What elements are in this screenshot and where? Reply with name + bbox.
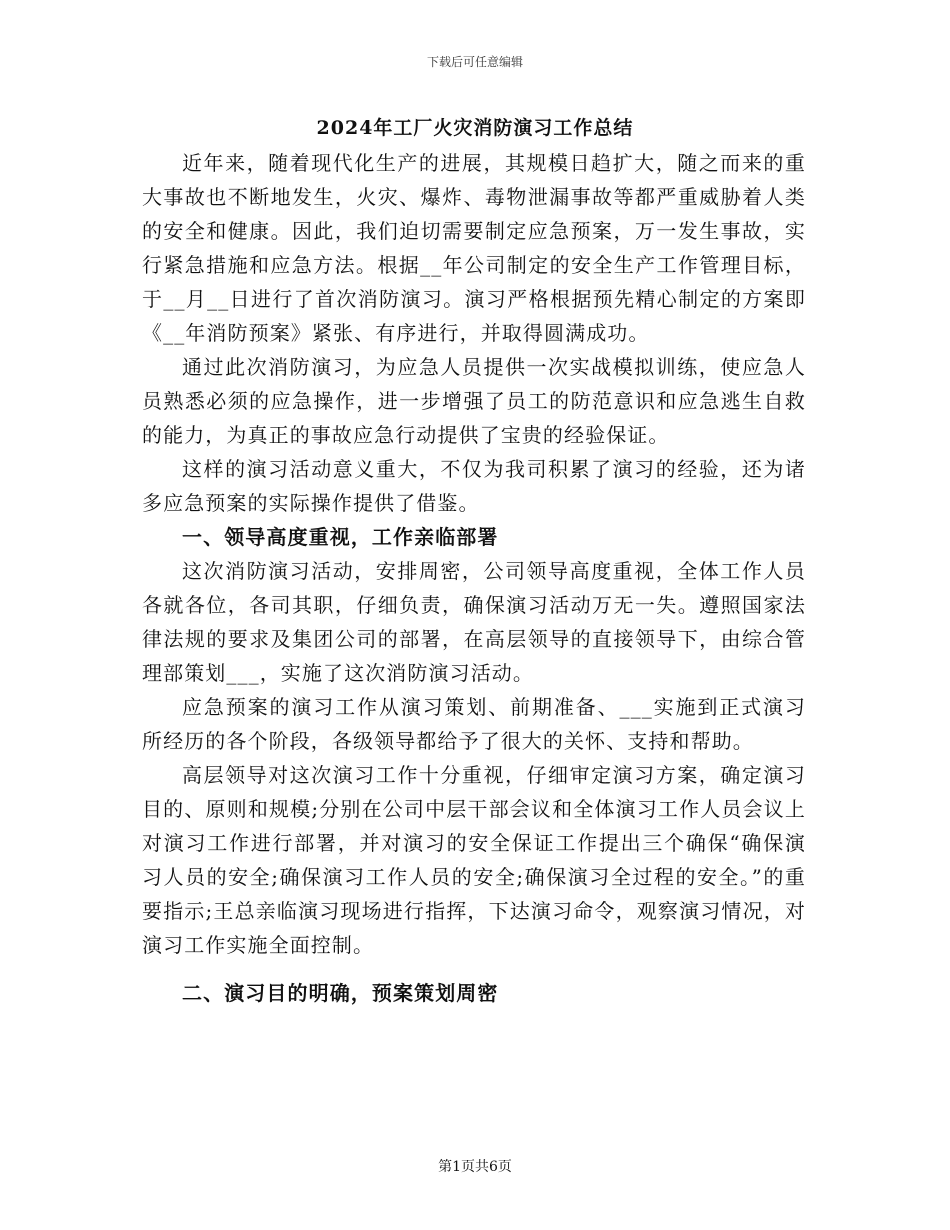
paragraph-stages: 应急预案的演习工作从演习策划、前期准备、___实施到正式演习所经历的各个阶段，各级领导都给予了很大的关怀、支持和帮助。 bbox=[142, 695, 806, 753]
section-heading-1: 一、领导高度重视，工作亲临部署 bbox=[182, 525, 499, 549]
section-heading-2: 二、演习目的明确，预案策划周密 bbox=[182, 981, 499, 1005]
page-footer: 第1页共6页 bbox=[438, 1159, 512, 1175]
document-title: 2024年工厂火灾消防演习工作总结 bbox=[316, 117, 634, 139]
document-body bbox=[142, 146, 806, 1010]
paragraph-purpose: 通过此次消防演习，为应急人员提供一次实战模拟训练，使应急人员熟悉必须的应急操作，进一步增强了员工的防范意识和应急逃生自救的能力，为真正的事故应急行动提供了宝贵的经验保证。 bbox=[142, 355, 806, 447]
header-note: 下载后可任意编辑 bbox=[426, 55, 523, 69]
paragraph-leadership: 高层领导对这次演习工作十分重视，仔细审定演习方案，确定演习目的、原则和规模;分别在公司中层干部会议和全体演习工作人员会议上对演习工作进行部署，并对演习的安全保证工作提出三个确保“确保演习人员的安全;确保演习工作人员的安全;确保演习全过程的安全。”的重要指示;王总亲临演习现场进行指挥，下达演习命令，观察演习情况，对演习工作实施全面控制。 bbox=[142, 763, 806, 957]
paragraph-significance: 这样的演习活动意义重大，不仅为我司积累了演习的经验，还为诸多应急预案的实际操作提供了借鉴。 bbox=[142, 457, 806, 515]
paragraph-arrangement: 这次消防演习活动，安排周密，公司领导高度重视，全体工作人员各就各位，各司其职，仔细负责，确保演习活动万无一失。遵照国家法律法规的要求及集团公司的部署，在高层领导的直接领导下，由综合管理部策划___，实施了这次消防演习活动。 bbox=[142, 559, 806, 685]
paragraph-intro: 近年来，随着现代化生产的进展，其规模日趋扩大，随之而来的重大事故也不断地发生，火灾、爆炸、毒物泄漏事故等都严重威胁着人类的安全和健康。因此，我们迫切需要制定应急预案，万一发生事故，实行紧急措施和应急方法。根据__年公司制定的安全生产工作管理目标，于__月__日进行了首次消防演习。演习严格根据预先精心制定的方案即《__年消防预案》紧张、有序进行，并取得圆满成功。 bbox=[142, 151, 806, 345]
